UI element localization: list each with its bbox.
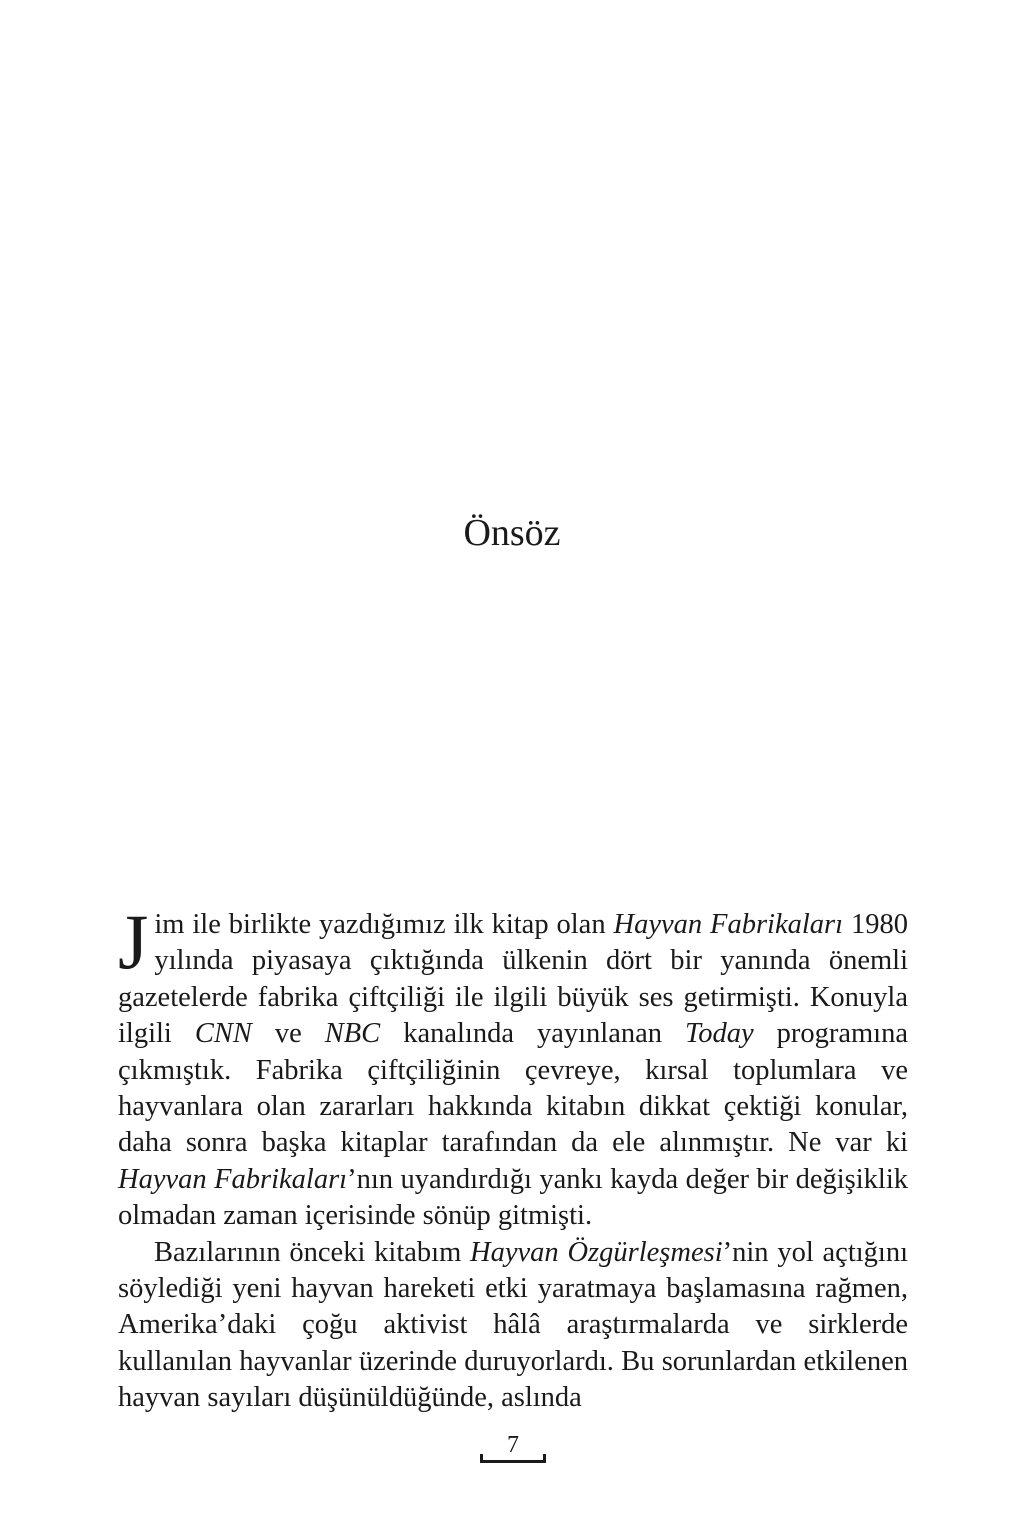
text-segment: kanalında yayınlanan	[380, 1018, 685, 1050]
page-footer	[480, 1430, 546, 1466]
italic-title: Hayvan Fabrikaları	[613, 909, 844, 940]
italic-title: Hayvan Özgürleşmesi	[470, 1236, 723, 1268]
text-segment: ’nin yol açtığını söylediği yeni hayvan hareketi etki yaratmaya başlamasına rağmen, Amerika’daki çoğu aktivist hâlâ araştırmalarda ve sirklerde kullanılan hayvanlar üzerinde duruyorlardı. Bu sorunlardan etkilenen hayvan sayıları düşünüldüğünde, aslında	[118, 1236, 908, 1414]
italic-title: Hayvan Fabrikaları	[118, 1163, 348, 1195]
text-segment: im ile birlikte yazdığımız ilk kitap olan	[154, 909, 614, 940]
footer-rule	[480, 1460, 546, 1463]
text-segment: Bazılarının önceki kitabım	[154, 1236, 471, 1268]
drop-cap: J	[118, 898, 149, 985]
paragraph-1	[118, 898, 908, 1235]
italic-channel: CNN	[194, 1018, 252, 1050]
body-text	[118, 898, 908, 1417]
italic-channel: NBC	[324, 1018, 381, 1050]
text-segment: ve	[251, 1018, 325, 1050]
paragraph-2	[118, 1235, 908, 1417]
italic-program: Today	[685, 1018, 754, 1050]
page-number: 7	[507, 1432, 519, 1458]
text-segment: programına çıkmıştık. Fabrika çiftçiliğinin çevreye, kırsal toplumlara ve hayvanlara olan zararları hakkında kitabın dikkat çektiği konular, daha sonra başka kitaplar tarafından da ele alınmıştır. Ne var ki	[118, 1018, 908, 1159]
text-segment: 1980 yılında piyasaya çıktığında ülkenin dört bir yanında önemli gazetelerde fabrika çiftçiliği ile ilgili büyük ses getirmişti. Konuyla ilgili	[118, 909, 908, 1050]
text-segment: ’nın uyandırdığı yankı kayda değer bir değişiklik olmadan zaman içerisinde sönüp gitmişti.	[118, 1163, 908, 1232]
chapter-title: Önsöz	[463, 512, 561, 554]
